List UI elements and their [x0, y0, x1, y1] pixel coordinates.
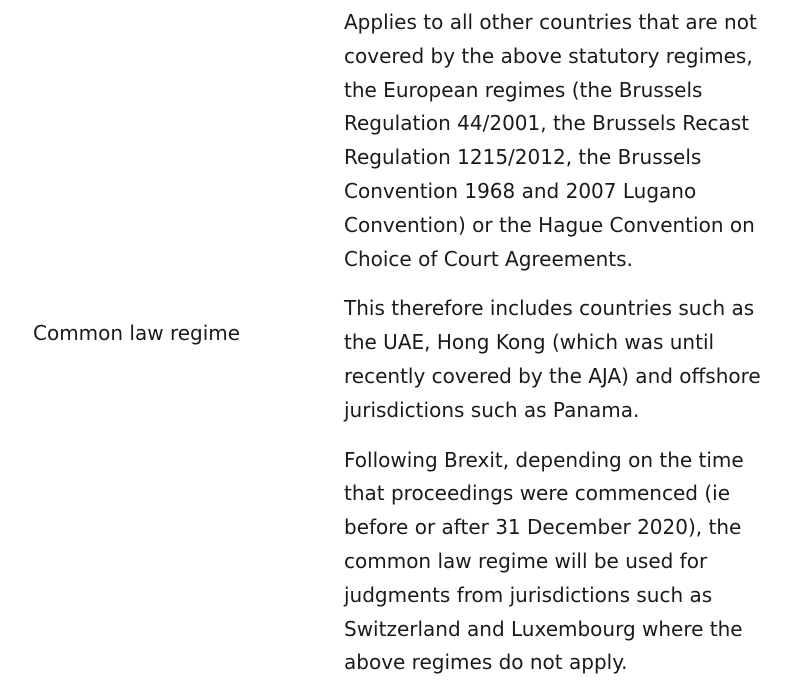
- regime-label: Common law regime: [33, 321, 241, 345]
- description-paragraph: Applies to all other countries that are not covered by the above statutory regimes, the European regimes (the Brussels Regulation 44/2001, the Brussels Recast Regulation 1215/2012, the Brussels Convention 1968 and 2007 Lugano Convention) or the Hague Convention on Choice of Court Agreements.: [344, 10, 757, 271]
- description-paragraph: This therefore includes countries such as the UAE, Hong Kong (which was until recently covered by the AJA) and offshore jurisdictions such as Panama.: [344, 296, 761, 422]
- regime-description: [344, 6, 776, 696]
- description-paragraph: Following Brexit, depending on the time that proceedings were commenced (ie before or after 31 December 2020), the common law regime will be used for judgments from jurisdictions such as Switzerland and Luxembourg where the above regimes do not apply.: [344, 447, 744, 675]
